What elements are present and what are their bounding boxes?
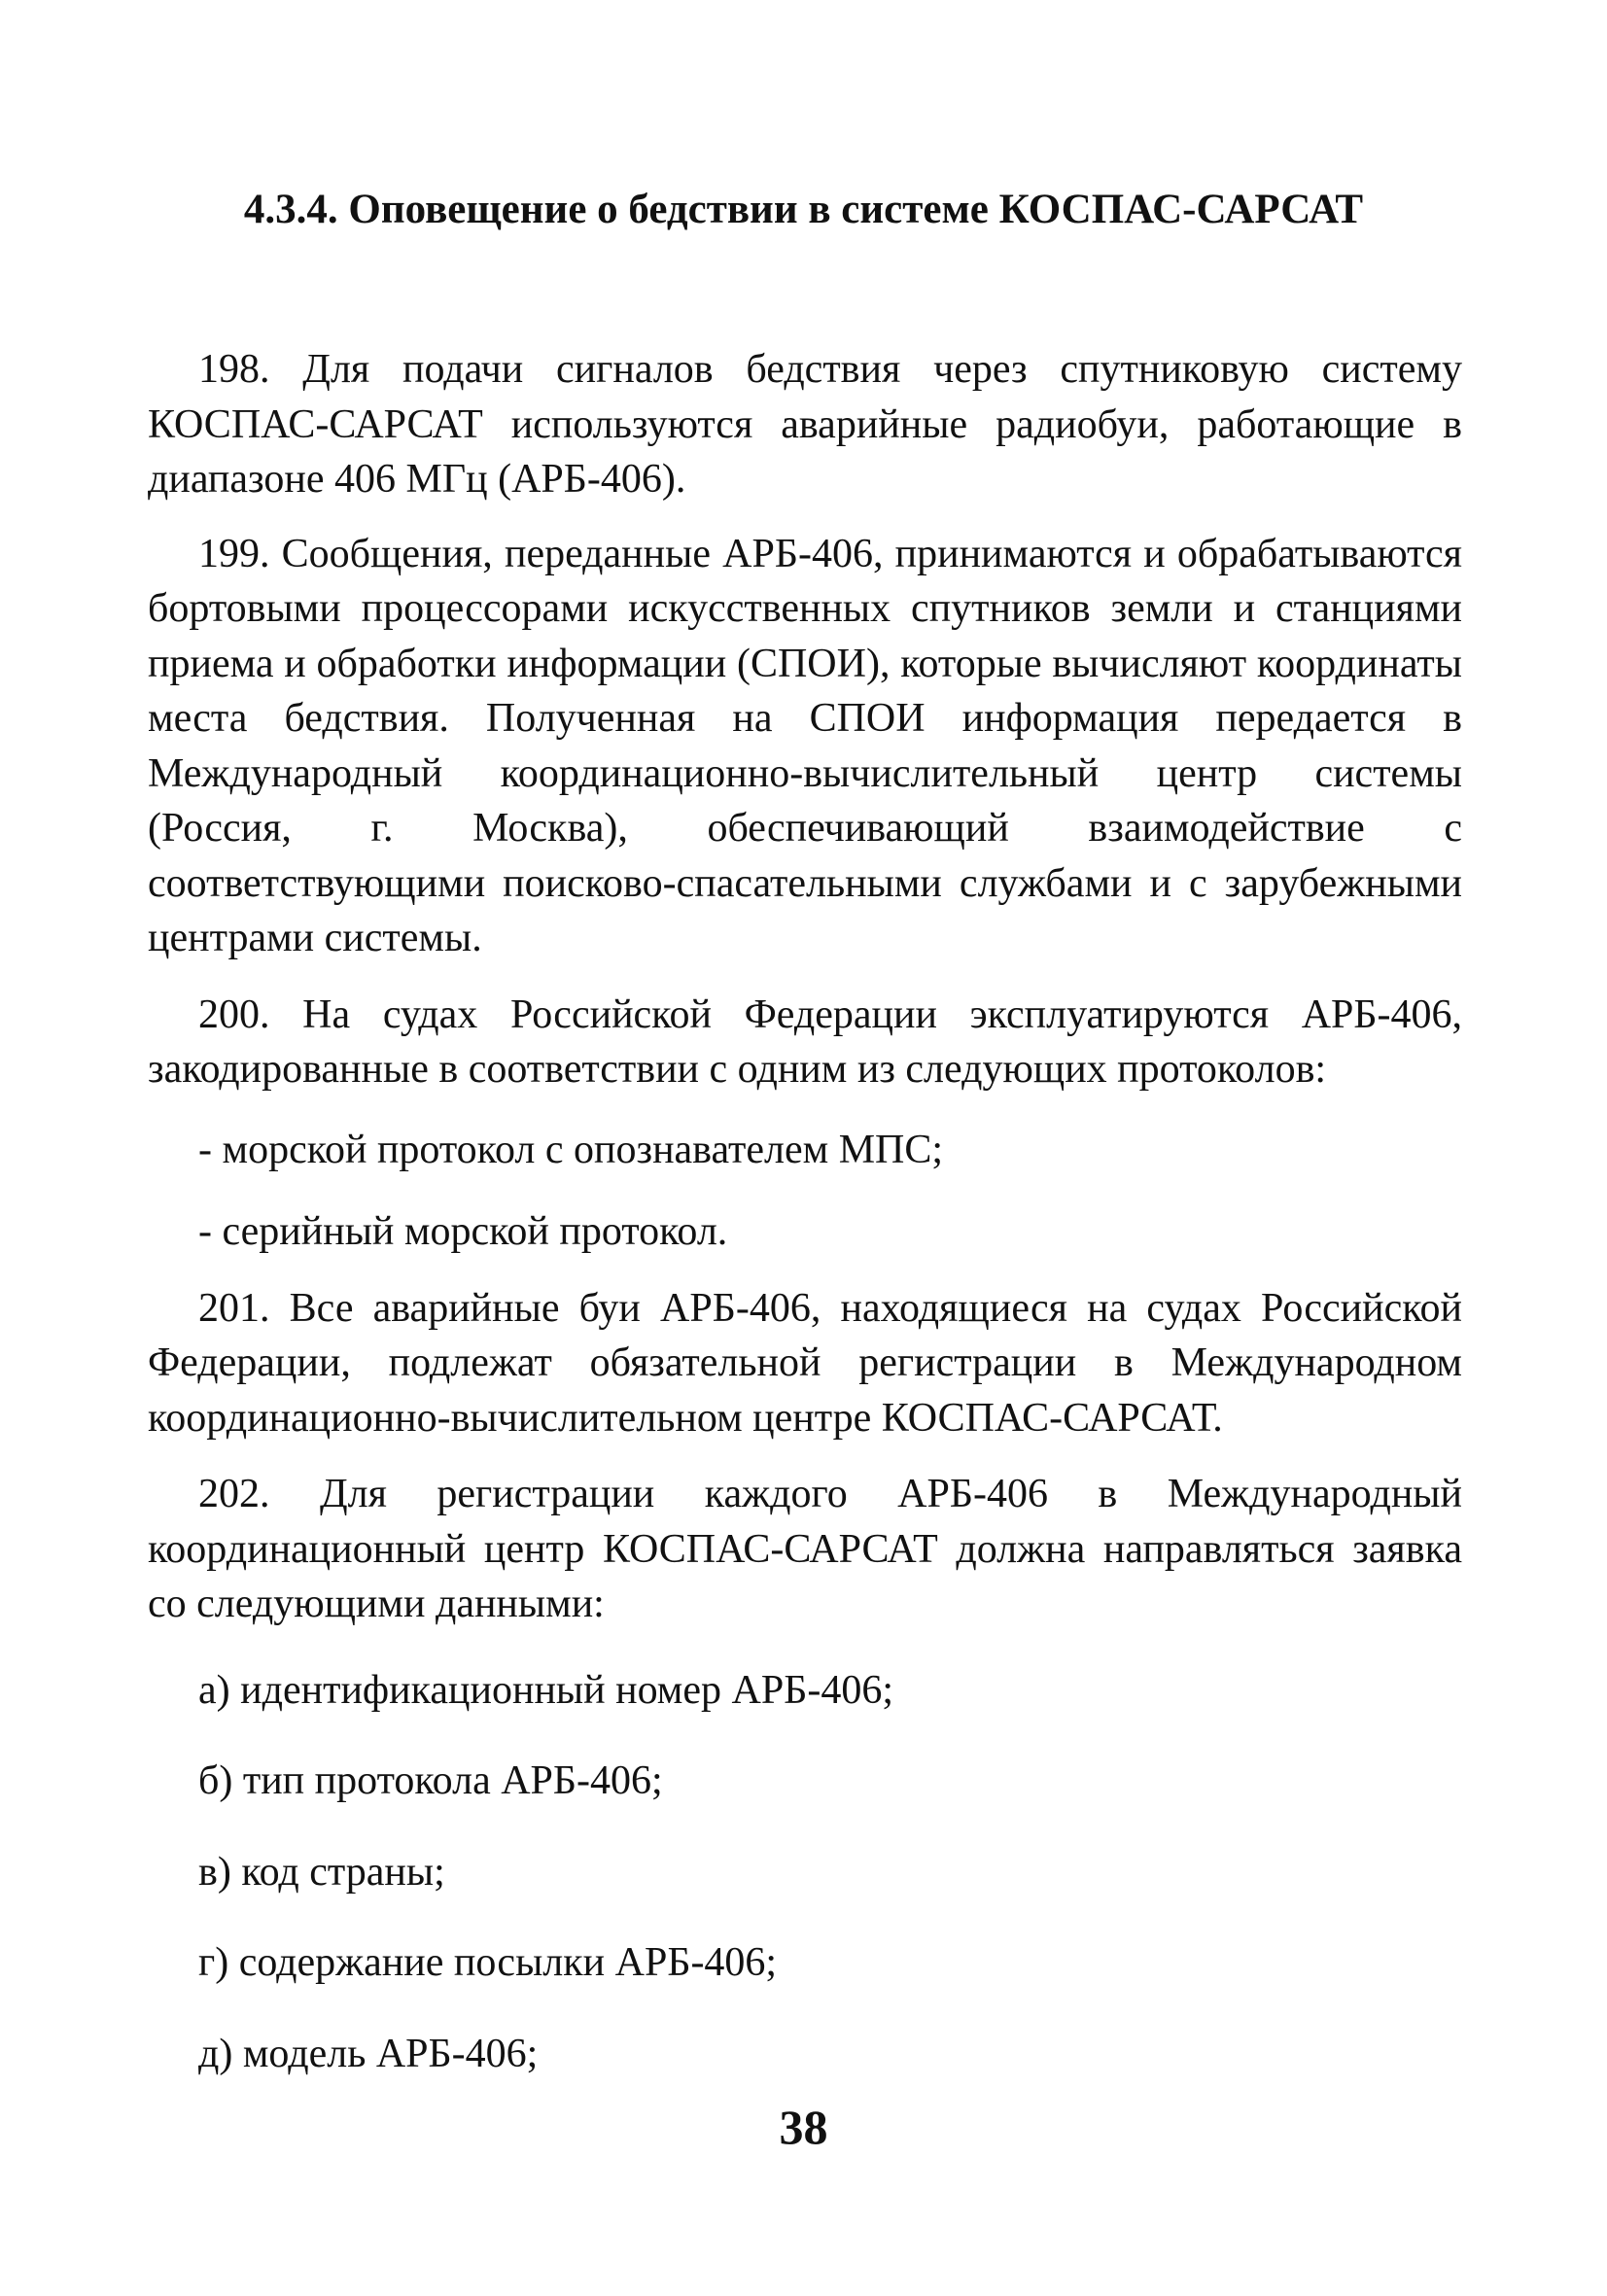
list-item: - серийный морской протокол. xyxy=(198,1209,728,1254)
page-number: 38 xyxy=(779,2100,828,2154)
section-heading: 4.3.4. Оповещение о бедствии в системе КОСПАС-САРСАТ xyxy=(243,187,1364,232)
list-item: - морской протокол с опознавателем МПС; xyxy=(198,1127,944,1172)
paragraph-199: 199. Сообщения, переданные АРБ-406, принимаются и обрабатываются бортовыми процессорами искусственных спутников земли и станциями приема и обработки информации (СПОИ), которые вычисляют координаты места бедствия. Полученная на СПОИ информация передается в Международный координационно-вычислительный центр системы (Россия, г. Москва), обеспечивающий взаимодействие с соответствующими поисково-спасательными службами и с зарубежными центрами системы. xyxy=(148,531,1462,960)
paragraph-198: 198. Для подачи сигналов бедствия через спутниковую систему КОСПАС-САРСАТ используются аварийные радиобуи, работающие в диапазоне 406 МГц (АРБ-406). xyxy=(148,347,1462,502)
list-item: в) код страны; xyxy=(198,1849,445,1895)
paragraph-202: 202. Для регистрации каждого АРБ-406 в Международный координационный центр КОСПАС-САРСАТ должна направляться заявка со следующими данными: xyxy=(148,1472,1462,1626)
paragraph-201: 201. Все аварийные буи АРБ-406, находящиеся на судах Российской Федерации, подлежат обязательной регистрации в Международном координационно-вычислительном центре КОСПАС-САРСАТ. xyxy=(148,1285,1462,1441)
document-body xyxy=(148,342,1462,2117)
paragraph-200: 200. На судах Российской Федерации эксплуатируются АРБ-406, закодированные в соответствии с одним из следующих протоколов: xyxy=(148,991,1462,1092)
list-item: г) содержание посылки АРБ-406; xyxy=(198,1940,778,1985)
list-item: б) тип протокола АРБ-406; xyxy=(198,1758,663,1803)
list-item: д) модель АРБ-406; xyxy=(198,2031,539,2076)
list-item: а) идентификационный номер АРБ-406; xyxy=(198,1667,893,1713)
